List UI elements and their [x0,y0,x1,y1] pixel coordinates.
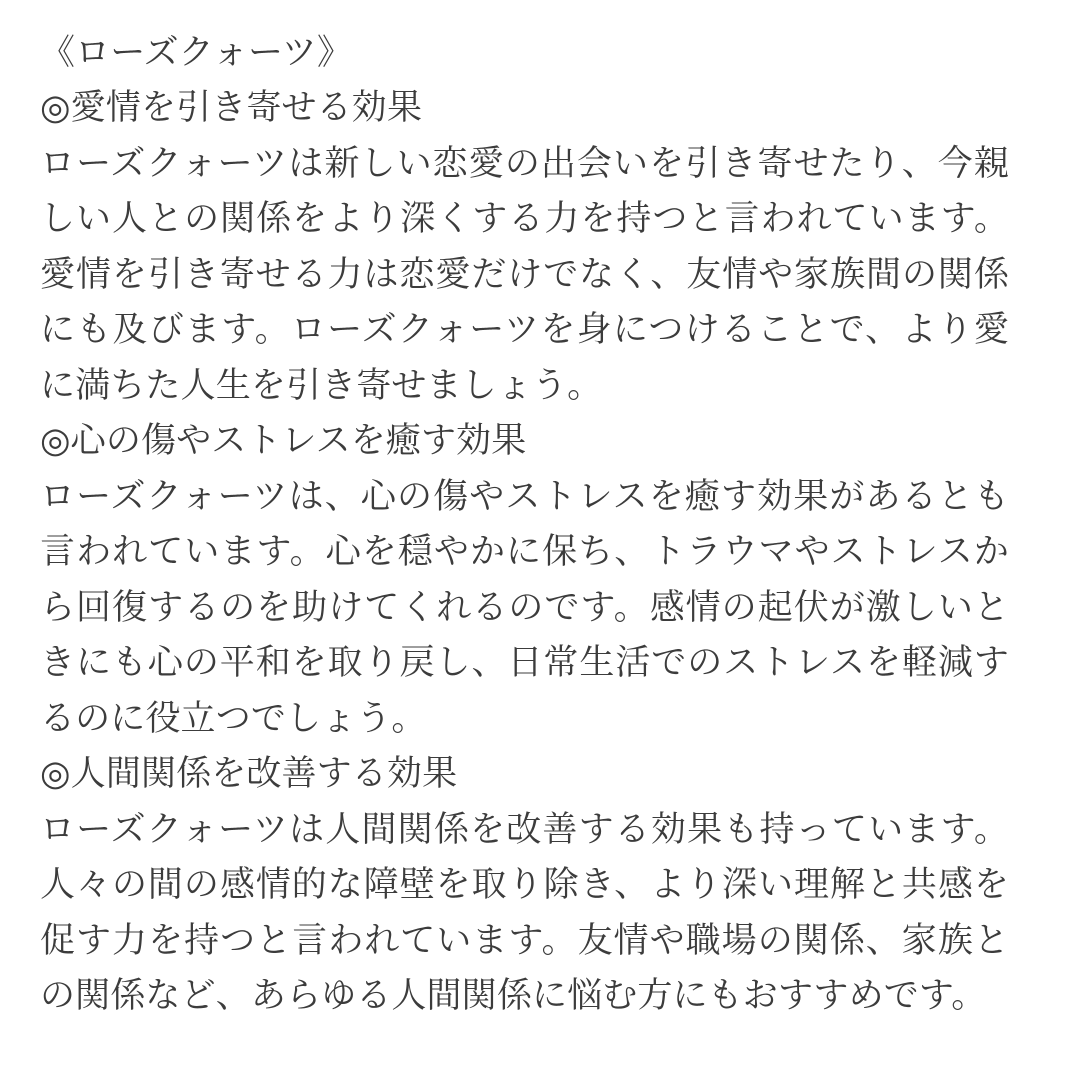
document-text-block [40,26,1009,1024]
section-paragraph-relationships: ローズクォーツは人間関係を改善する効果も持っています。人々の間の感情的な障壁を取り除き、より深い理解と共感を促す力を持つと言われています。友情や職場の関係、家族との関係など、あらゆる人間関係に悩む方にもおすすめです。 [40,809,1009,1016]
section-heading-relationships: ◎人間関係を改善する効果 [40,754,458,795]
section-heading-love: ◎愛情を引き寄せる効果 [40,88,423,129]
document-title: 《ローズクォーツ》 [40,33,353,73]
section-paragraph-healing: ローズクォーツは、心の傷やストレスを癒す効果があるとも言われています。心を穏やかに保ち、トラウマやストレスから回復するのを助けてくれるのです。感情の起伏が激しいときにも心の平和を取り戻し、日常生活でのストレスを軽減するのに役立つでしょう。 [40,476,1009,739]
section-paragraph-love: ローズクォーツは新しい恋愛の出会いを引き寄せたり、今親しい人との関係をより深くする力を持つと言われています。愛情を引き寄せる力は恋愛だけでなく、友情や家族間の関係にも及びます。ローズクォーツを身につけることで、より愛に満ちた人生を引き寄せましょう。 [40,143,1009,406]
section-heading-healing: ◎心の傷やストレスを癒す効果 [40,421,527,462]
